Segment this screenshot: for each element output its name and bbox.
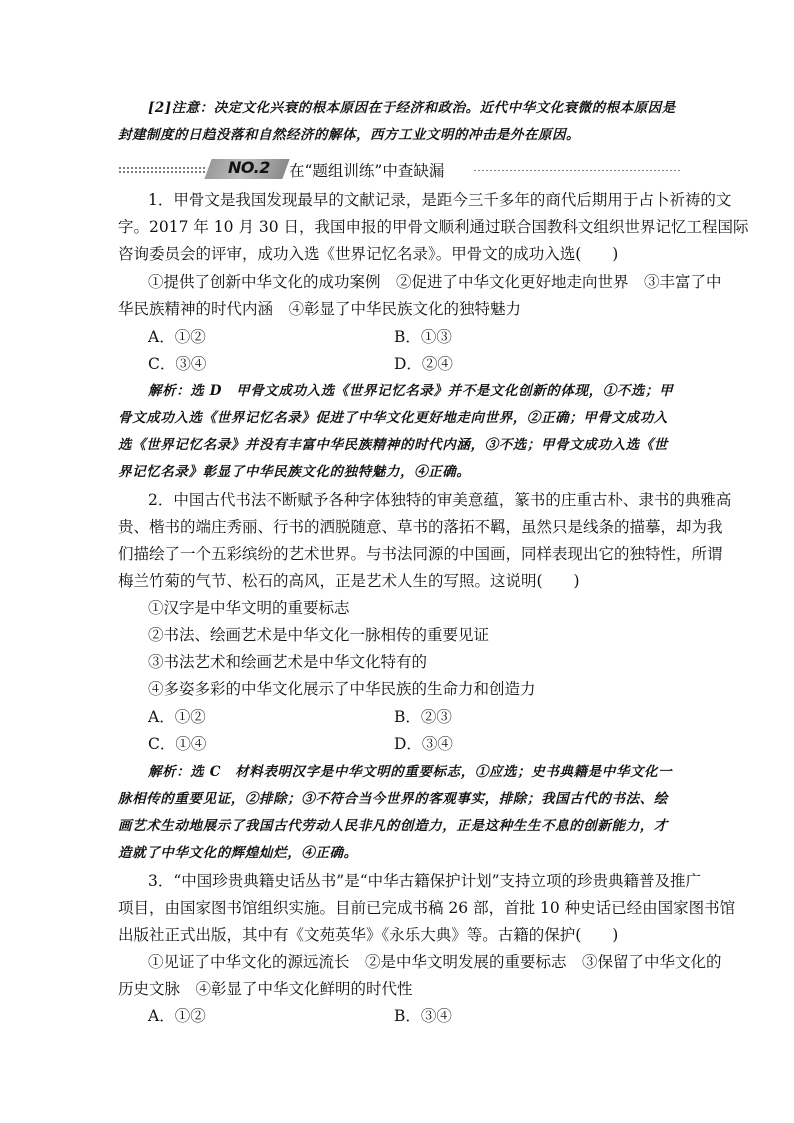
- q1-option-d: D．②④: [394, 355, 453, 373]
- q2-explanation-line: 画艺术生动地展示了我国古代劳动人民非凡的创造力，正是这种生生不息的创新能力，才: [118, 818, 668, 834]
- q1-item-line: 华民族精神的时代内涵 ④彰显了中华民族文化的独特魅力: [118, 300, 522, 318]
- q2-explanation-line: 解析：选 C 材料表明汉字是中华文明的重要标志，①应选；史书典籍是中华文化一: [148, 764, 673, 780]
- banner-dots-left: [118, 166, 206, 174]
- q1-option-c: C．③④: [148, 355, 207, 373]
- banner-title: 在“题组训练”中查缺漏: [289, 162, 445, 180]
- q3-stem-line: 项目，由国家图书馆组织实施。目前已完成书稿 26 部，首批 10 种史话已经由国家图书馆: [118, 899, 736, 917]
- banner-dots-right: [473, 169, 680, 172]
- q3-item-line: 历史文脉 ④彰显了中华文化鲜明的时代性: [118, 980, 413, 998]
- section-banner: [118, 158, 680, 180]
- q2-item-line: ①汉字是中华文明的重要标志: [148, 599, 350, 617]
- q1-item-line: ①提供了创新中华文化的成功案例 ②促进了中华文化更好地走向世界 ③丰富了中: [148, 273, 722, 291]
- note-line: 封建制度的日趋没落和自然经济的解体，西方工业文明的冲击是外在原因。: [118, 127, 580, 143]
- q2-option-b: B．②③: [394, 708, 452, 726]
- q3-item-line: ①见证了中华文化的源远流长 ②是中华文明发展的重要标志 ③保留了中华文化的: [148, 953, 722, 971]
- q2-option-a: A．①②: [148, 708, 206, 726]
- q1-option-b: B．①③: [394, 328, 452, 346]
- q2-explanation-line: 脉相传的重要见证，②排除；③不符合当今世界的客观事实，排除；我国古代的书法、绘: [118, 791, 668, 807]
- q2-stem-line: 2．中国古代书法不断赋予各种字体独特的审美意蕴，篆书的庄重古朴、隶书的典雅高: [148, 491, 732, 509]
- q3-stem-line: 出版社正式出版，其中有《文苑英华》《永乐大典》等。古籍的保护( ): [118, 926, 619, 944]
- q2-item-line: ④多姿多彩的中华文化展示了中华民族的生命力和创造力: [148, 680, 536, 698]
- q1-explanation-line: 骨文成功入选《世界记忆名录》促进了中华文化更好地走向世界，②正确；甲骨文成功入: [118, 410, 668, 426]
- note-line: [2]注意：决定文化兴衰的根本原因在于经济和政治。近代中华文化衰微的根本原因是: [148, 100, 676, 116]
- q2-option-c: C．①④: [148, 735, 207, 753]
- q1-option-a: A．①②: [148, 328, 206, 346]
- q2-option-d: D．③④: [394, 735, 453, 753]
- banner-badge-label: NO.2: [228, 158, 270, 177]
- q3-option-a: A．①②: [148, 1007, 206, 1025]
- q3-stem-line: 3．“中国珍贵典籍史话丛书”是“中华古籍保护计划”支持立项的珍贵典籍普及推广: [148, 872, 702, 890]
- q2-stem-line: 们描绘了一个五彩缤纷的艺术世界。与书法同源的中国画，同样表现出它的独特性，所谓: [118, 545, 723, 563]
- q1-explanation-line: 界记忆名录》彰显了中华民族文化的独特魅力，④正确。: [118, 464, 471, 480]
- q2-item-line: ②书法、绘画艺术是中华文化一脉相传的重要见证: [148, 626, 490, 644]
- q2-stem-line: 贵、楷书的端庄秀丽、行书的洒脱随意、草书的落拓不羁，虽然只是线条的描摹，却为我: [118, 518, 723, 536]
- q2-stem-line: 梅兰竹菊的气节、松石的高风，正是艺术人生的写照。这说明( ): [118, 572, 580, 590]
- q1-explanation-line: 选《世界记忆名录》并没有丰富中华民族精神的时代内涵，③不选；甲骨文成功入选《世: [118, 437, 668, 453]
- q3-option-b: B．③④: [394, 1007, 452, 1025]
- q1-stem-line: 字。2017 年 10 月 30 日，我国申报的甲骨文顺利通过联合国教科文组织世界记忆工程国际: [118, 218, 749, 236]
- q1-stem-line: 1．甲骨文是我国发现最早的文献记录，是距今三千多年的商代后期用于占卜祈祷的文: [148, 191, 732, 209]
- q2-item-line: ③书法艺术和绘画艺术是中华文化特有的: [148, 653, 428, 671]
- q1-explanation-line: 解析：选 D 甲骨文成功入选《世界记忆名录》并不是文化创新的体现，①不选；甲: [148, 383, 674, 399]
- q2-explanation-line: 造就了中华文化的辉煌灿烂，④正确。: [118, 845, 358, 861]
- q1-stem-line: 咨询委员会的评审，成功入选《世界记忆名录》。甲骨文的成功入选( ): [118, 245, 619, 263]
